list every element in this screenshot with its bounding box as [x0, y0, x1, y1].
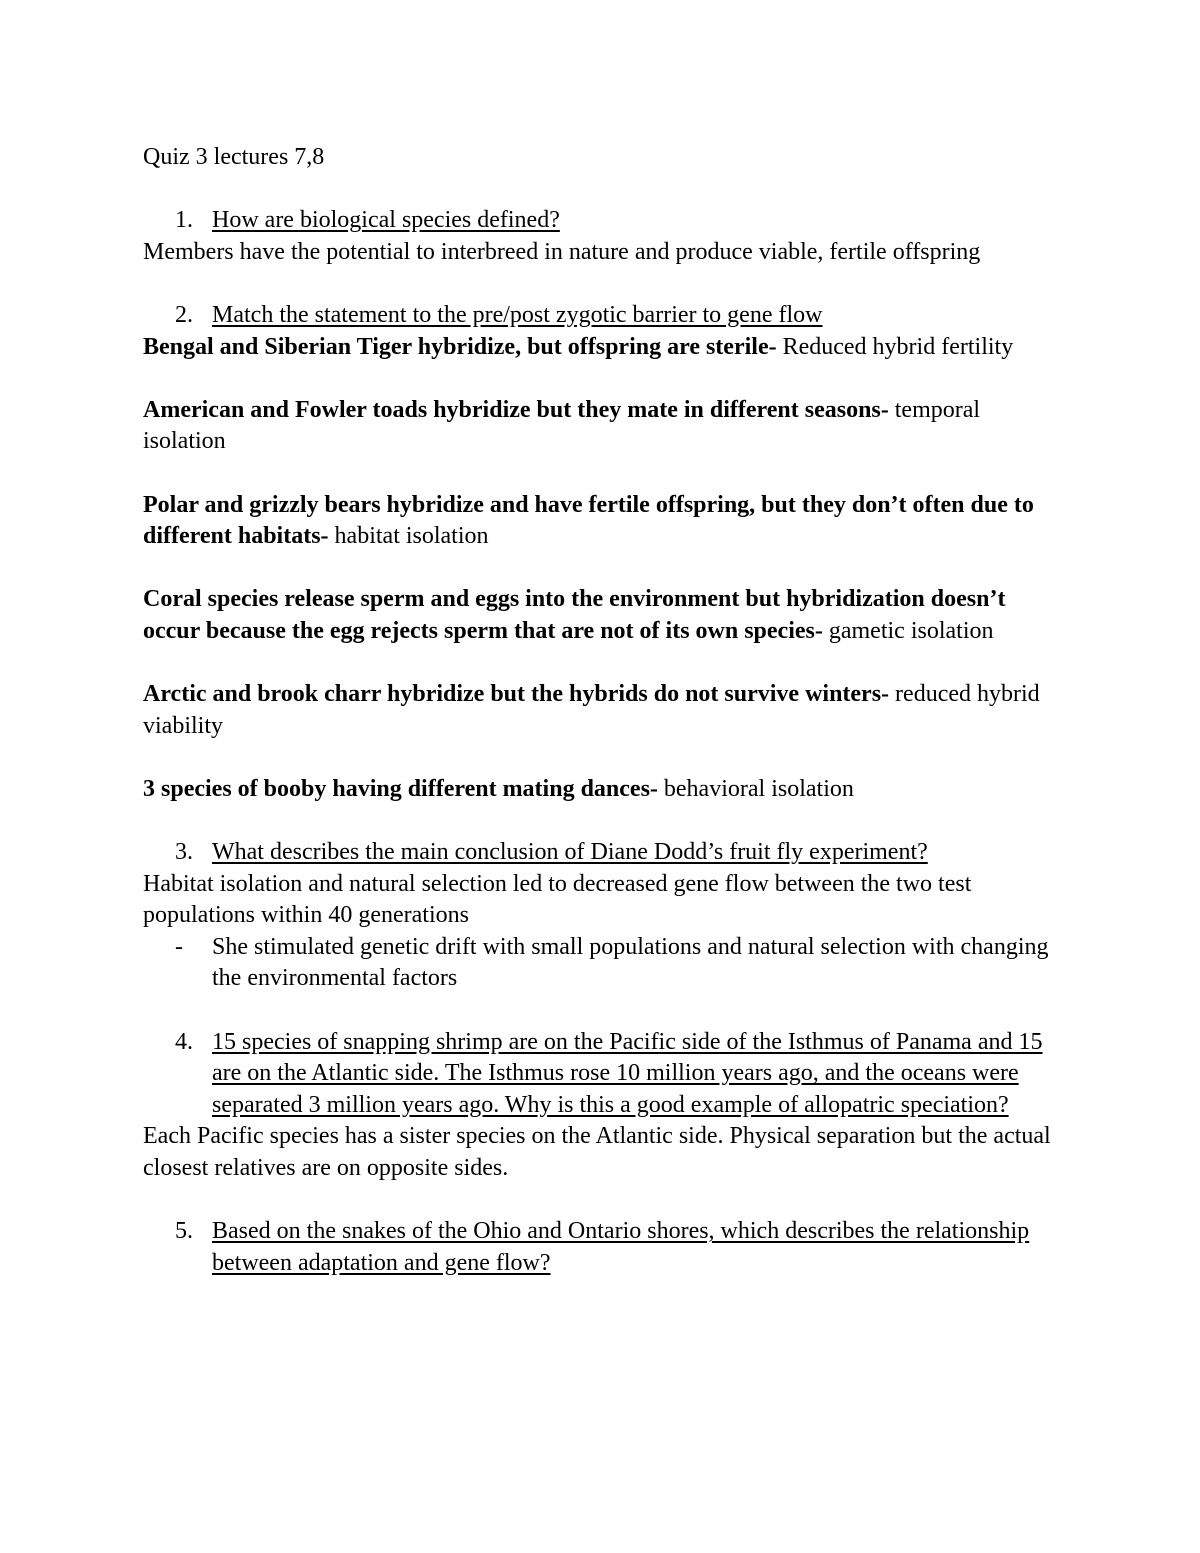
document-page	[143, 142, 1063, 1279]
match-item	[143, 490, 1063, 553]
question-5	[143, 1216, 1063, 1279]
question-1	[143, 205, 1063, 237]
match-statement: Arctic and brook charr hybridize but the hybrids do not survive winters-	[143, 681, 890, 708]
question-number: 4.	[175, 1028, 193, 1055]
match-barrier: reduced hybrid viability	[143, 681, 1040, 739]
question-number: 2.	[175, 301, 193, 328]
question-text: What describes the main conclusion of Diane Dodd’s fruit fly experiment?	[212, 839, 928, 866]
match-statement: Coral species release sperm and eggs into the environment but hybridization doesn’t occur because the egg rejects sperm that are not of its own species-	[143, 586, 1006, 644]
match-barrier: behavioral isolation	[657, 775, 854, 802]
answer-3-bullet	[143, 932, 1063, 995]
match-statement: Polar and grizzly bears hybridize and have fertile offspring, but they don’t often due to different habitats-	[143, 491, 1034, 550]
match-statement: 3 species of booby having different mating dances-	[143, 775, 658, 802]
question-number: 5.	[175, 1218, 193, 1245]
dash-bullet-mark: -	[175, 933, 183, 960]
match-barrier: Reduced hybrid fertility	[776, 333, 1014, 360]
question-number: 3.	[175, 839, 193, 866]
match-item	[143, 584, 1063, 647]
match-item	[143, 332, 1063, 364]
match-statement: Bengal and Siberian Tiger hybridize, but offspring are sterile-	[143, 333, 777, 360]
question-number: 1.	[175, 207, 193, 234]
answer-1: Members have the potential to interbreed in nature and produce viable, fertile offspring	[143, 238, 981, 265]
answer-3: Habitat isolation and natural selection led to decreased gene flow between the two test populations within 40 generations	[143, 870, 972, 929]
question-text: Match the statement to the pre/post zygotic barrier to gene flow	[212, 301, 823, 328]
match-item	[143, 679, 1063, 742]
question-3	[143, 837, 1063, 869]
question-2	[143, 300, 1063, 332]
question-4	[143, 1027, 1063, 1122]
page-title: Quiz 3 lectures 7,8	[143, 144, 325, 170]
match-barrier: habitat isolation	[328, 523, 489, 550]
question-text: 15 species of snapping shrimp are on the Pacific side of the Isthmus of Panama and 15 are on the Atlantic side. The Isthmus rose 10 million years ago, and the oceans were separated 3 million years ago. Why is this a good example of allopatric speciation?	[212, 1028, 1043, 1118]
answer-4: Each Pacific species has a sister species on the Atlantic side. Physical separation but the actual closest relatives are on opposite sides.	[143, 1123, 1051, 1181]
question-text: How are biological species defined?	[212, 207, 560, 234]
match-barrier: gametic isolation	[822, 617, 994, 644]
match-item	[143, 774, 1063, 806]
bullet-text: She stimulated genetic drift with small populations and natural selection with changing the environmental factors	[212, 933, 1049, 992]
match-item	[143, 395, 1063, 458]
match-barrier: temporal isolation	[143, 396, 981, 455]
question-text: Based on the snakes of the Ohio and Ontario shores, which describes the relationship between adaptation and gene flow?	[212, 1218, 1030, 1276]
match-statement: American and Fowler toads hybridize but they mate in different seasons-	[143, 396, 889, 423]
